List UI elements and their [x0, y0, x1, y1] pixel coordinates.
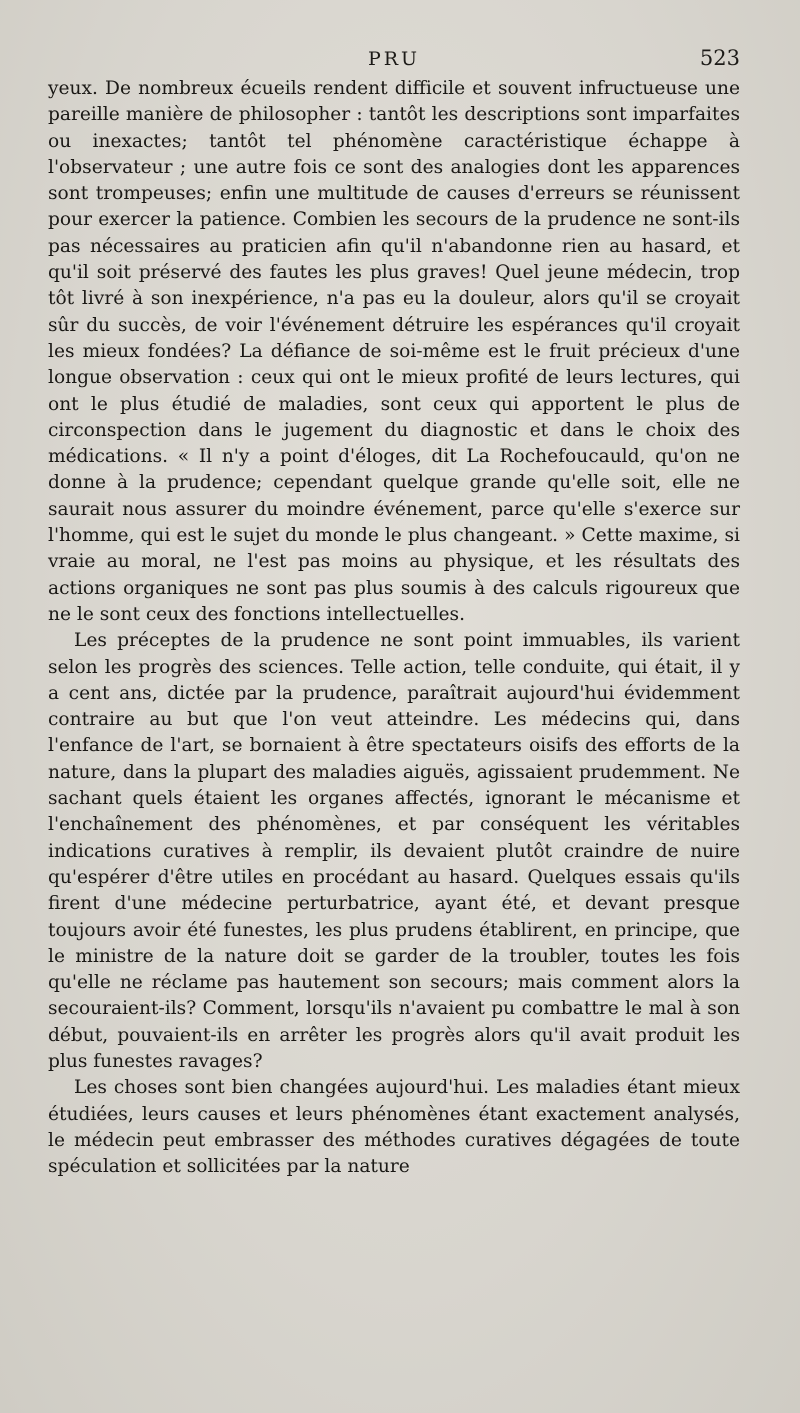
paragraph-3: Les choses sont bien changées aujourd'hui. Les maladies étant mieux étudiées, leurs causes et leurs phénomènes étant exactement analysés, le médecin peut embrasser des méthodes curatives dégagées de toute spéculation et sollicitées par la nature [48, 1077, 740, 1178]
paragraph-1: yeux. De nombreux écueils rendent difficile et souvent infructueuse une pareille manière de philosopher : tantôt les descriptions sont imparfaites ou inexactes; tantôt tel phénomène caractéristique échappe à l'observateur ; une autre fois ce sont des analogies dont les apparences sont trompeuses; enfin une multitude de causes d'erreurs se réunissent pour exercer la patience. Combien les secours de la prudence ne sont-ils pas nécessaires au praticien afin qu'il n'abandonne rien au hasard, et qu'il soit préservé des fautes les plus graves! Quel jeune médecin, trop tôt livré à son inexpérience, n'a pas eu la douleur, alors qu'il se croyait sûr du succès, de voir l'événement détruire les espérances qu'il croyait les mieux fondées? La défiance de soi-même est le fruit précieux d'une longue observation : ceux qui ont le mieux profité de leurs lectures, qui ont le plus étudié de maladies, sont ceux qui apportent le plus de circonspection dans le jugement du diagnostic et dans le choix des médications. « Il n'y a point d'éloges, dit La Rochefoucauld, qu'on ne donne à la prudence; cependant quelque grande qu'elle soit, elle ne saurait nous assurer du moindre événement, parce qu'elle s'exerce sur l'homme, qui est le sujet du monde le plus changeant. » Cette maxime, si vraie au moral, ne l'est pas moins au physique, et les résultats des actions organiques ne sont pas plus soumis à des calculs rigoureux que ne le sont ceux des fonctions intellectuelles. [48, 78, 740, 625]
page-header [48, 46, 740, 76]
paragraph-2: Les préceptes de la prudence ne sont point immuables, ils varient selon les progrès des sciences. Telle action, telle conduite, qui était, il y a cent ans, dictée par la prudence, paraîtrait aujourd'hui évidemment contraire au but que l'on veut atteindre. Les médecins qui, dans l'enfance de l'art, se bornaient à être spectateurs oisifs des efforts de la nature, dans la plupart des maladies aiguës, agissaient prudemment. Ne sachant quels étaient les organes affectés, ignorant le mécanisme et l'enchaînement des phénomènes, et par conséquent les véritables indications curatives à remplir, ils devaient plutôt craindre de nuire qu'espérer d'être utiles en procédant au hasard. Quelques essais qu'ils firent d'une médecine perturbatrice, ayant été, et devant presque toujours avoir été funestes, les plus prudens établirent, en principe, que le ministre de la nature doit se garder de la troubler, toutes les fois qu'elle ne réclame pas hautement son secours; mais comment alors la secouraient-ils? Comment, lorsqu'ils n'avaient pu combattre le mal à son début, pouvaient-ils en arrêter les progrès alors qu'il avait produit les plus funestes ravages? [48, 630, 740, 1072]
page-number: 523 [699, 46, 740, 70]
body-text [48, 76, 740, 1180]
running-head: PRU [367, 48, 421, 70]
